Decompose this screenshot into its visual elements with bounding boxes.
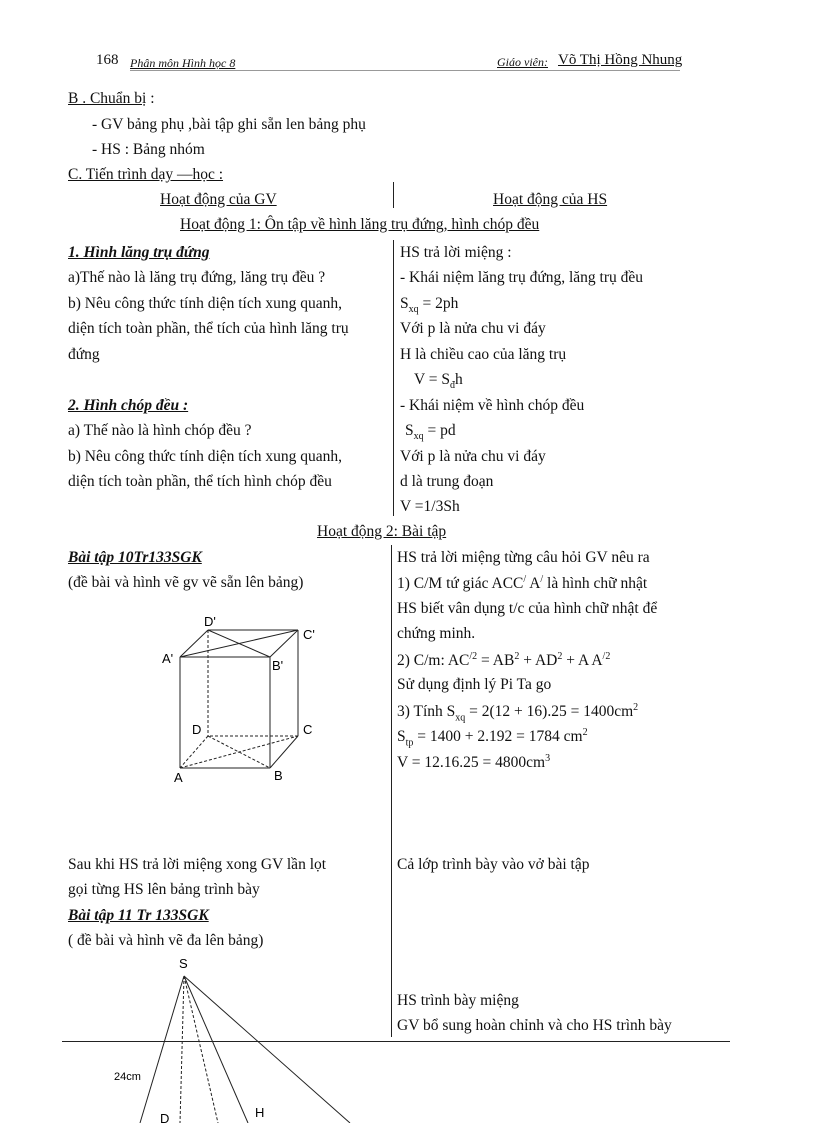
label-a-prime: A' xyxy=(162,651,174,666)
text-line: a) Thế nào là hình chóp đều ? xyxy=(68,422,252,439)
text-line: - Khái niệm lăng trụ đứng, lăng trụ đều xyxy=(400,269,643,286)
prism-diagonal xyxy=(208,630,270,657)
page-number: 168 xyxy=(96,52,119,68)
section-b-item: - HS : Bảng nhóm xyxy=(92,141,205,158)
exercise10-title: Bài tập 10Tr133SGK xyxy=(68,549,202,566)
text-line: H là chiều cao của lăng trụ xyxy=(400,346,567,363)
exercise11-note: ( đề bài và hình vẽ đa lên bảng) xyxy=(68,932,264,949)
header-divider xyxy=(393,182,394,208)
activity2-title: Hoạt động 2: Bài tập xyxy=(317,523,447,540)
label-h: H xyxy=(255,1105,265,1120)
text-line: 1) C/M tứ giác ACC/ A/ là hình chữ nhật xyxy=(397,574,648,593)
exercise11-title: Bài tập 11 Tr 133SGK xyxy=(68,907,209,924)
formula-line: $S_{xq}$ = pd xyxy=(405,422,456,443)
prism-figure xyxy=(150,610,350,790)
text-line: b) Nêu công thức tính diện tích xung quanh, xyxy=(68,295,342,312)
text-line: HS trình bày miệng xyxy=(397,992,519,1009)
section-b-colon: : xyxy=(150,90,155,107)
label-24cm: 24cm xyxy=(114,1071,141,1083)
pyramid-figure xyxy=(100,952,400,1123)
exercise10-note: (đề bài và hình vẽ gv vẽ sẵn lên bảng) xyxy=(68,574,304,591)
text-line: đứng xyxy=(68,346,100,363)
prism-edge xyxy=(270,736,298,768)
section-prism-title: 1. Hình lăng trụ đứng xyxy=(68,244,210,261)
text-line: d là trung đoạn xyxy=(400,473,494,490)
text-line: - Khái niệm về hình chóp đều xyxy=(400,397,585,414)
text-line: HS trả lời miệng : xyxy=(400,244,512,261)
label-d-prime: D' xyxy=(204,614,216,629)
column-divider xyxy=(393,240,394,516)
text-line: diện tích toàn phần, thể tích của hình lăng trụ xyxy=(68,320,349,337)
label-s: S xyxy=(179,956,188,971)
formula-line: $S_{xq} = 2ph$ xyxy=(400,295,459,316)
pyramid-hidden-edge xyxy=(180,976,184,1123)
text-line: Sau khi HS trả lời miệng xong GV lần lọt xyxy=(68,856,327,873)
pyramid-edge xyxy=(184,976,350,1123)
section-c-title: C. Tiến trình dạy —học : xyxy=(68,166,224,183)
label-c: C xyxy=(303,722,313,737)
prism-edge xyxy=(270,630,298,657)
formula-line: $V = S_đh$ xyxy=(414,371,463,392)
prism-hidden-diagonal xyxy=(180,736,298,768)
text-line: a)Thế nào là lăng trụ đứng, lăng trụ đều ? xyxy=(68,269,326,286)
prism-hidden-edge xyxy=(180,736,208,768)
text-line: gọi từng HS lên bảng trình bày xyxy=(68,881,260,898)
label-d: D xyxy=(160,1111,170,1123)
label-d: D xyxy=(192,722,202,737)
text-line: Cả lớp trình bày vào vở bài tập xyxy=(397,856,590,873)
teacher-label: Giáo viên: xyxy=(497,55,548,69)
formula-line: $S_{tp} = 1400 + 2.192 = 1784$ $cm^2$ xyxy=(397,727,588,749)
column-header-student: Hoạt động của HS xyxy=(493,191,608,208)
header-rule xyxy=(130,70,680,71)
column-header-teacher: Hoạt động của GV xyxy=(160,191,277,208)
pyramid-edge xyxy=(184,976,248,1123)
pyramid-edge xyxy=(140,976,184,1123)
text-line: Với p là nửa chu vi đáy xyxy=(400,320,546,337)
text-line: Với p là nửa chu vi đáy xyxy=(400,448,546,465)
text-line: Sử dụng định lý Pi Ta go xyxy=(397,676,552,693)
formula-line: 2) C/m: $AC^{/2} = AB^2 + AD^2 + A$ $A^{/2}$ xyxy=(397,651,611,670)
text-line: GV bổ sung hoàn chỉnh và cho HS trình bày xyxy=(397,1017,672,1034)
text-line: V =1/3Sh xyxy=(400,498,460,515)
activity1-title: Hoạt động 1: Ôn tập về hình lăng trụ đứng, hình chóp đều xyxy=(180,216,540,233)
text-line: diện tích toàn phần, thể tích hình chóp đều xyxy=(68,473,332,490)
formula-line: 3) Tính $S_{xq} = 2(12 + 16).25 = 1400cm^2$ xyxy=(397,702,639,724)
label-b: B xyxy=(274,768,283,783)
section-b-title: B . Chuẩn bị xyxy=(68,90,147,107)
teacher-name: Võ Thị Hồng Nhung xyxy=(558,52,683,68)
book-title: Phân môn Hình học 8 xyxy=(130,56,236,70)
pyramid-height xyxy=(184,976,218,1123)
text-line: HS biết vân dụng t/c của hình chữ nhật để xyxy=(397,600,658,617)
table-bottom-rule xyxy=(62,1041,730,1042)
text-line: chứng minh. xyxy=(397,625,476,642)
section-b xyxy=(68,90,155,108)
section-pyramid-title: 2. Hình chóp đều : xyxy=(68,397,189,414)
label-b-prime: B' xyxy=(272,658,284,673)
prism-edge xyxy=(180,630,208,657)
section-b-item: - GV bảng phụ ,bài tập ghi sẵn len bảng phụ xyxy=(92,116,366,133)
formula-line: $V = 12.16.25 = 4800cm^3$ xyxy=(397,753,551,772)
label-c-prime: C' xyxy=(303,627,315,642)
text-line: b) Nêu công thức tính diện tích xung quanh, xyxy=(68,448,342,465)
text-line: HS trả lời miệng từng câu hỏi GV nêu ra xyxy=(397,549,650,566)
label-a: A xyxy=(174,770,183,785)
